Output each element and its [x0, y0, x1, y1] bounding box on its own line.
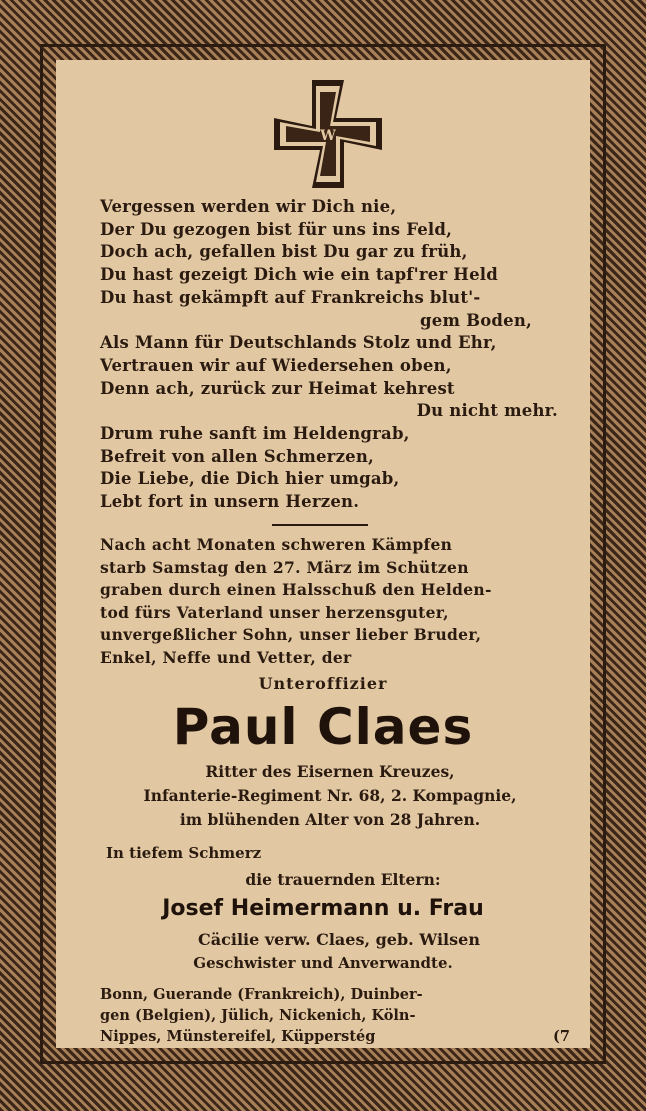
places-list — [100, 984, 570, 1047]
iron-cross-icon — [272, 78, 384, 190]
divider-rule — [272, 524, 368, 526]
poem-line: Doch ach, gefallen bist Du gar zu früh, — [100, 242, 468, 262]
obituary-notice — [56, 60, 590, 1048]
announcement-line: Nach acht Monaten schweren Kämpfen — [100, 535, 453, 554]
family-line: Geschwister und Anverwandte. — [193, 954, 453, 972]
places-line: Nippes, Münstereifel, Küpperstég — [100, 1028, 376, 1045]
poem-line: Du nicht mehr. — [416, 401, 558, 421]
detail-line: im blühenden Alter von 28 Jahren. — [179, 810, 481, 829]
death-announcement — [100, 534, 576, 670]
poem-line: Vertrauen wir auf Wiedersehen oben, — [100, 355, 452, 375]
poem-line: Vergessen werden wir Dich nie, — [100, 197, 397, 216]
announcement-line: unvergeßlicher Sohn, unser lieber Bruder, — [100, 625, 482, 645]
places-line: gen (Belgien), Jülich, Nickenich, Köln- — [100, 1007, 416, 1024]
announcement-line: tod fürs Vaterland unser herzensguter, — [100, 602, 449, 622]
detail-line: Ritter des Eisernen Kreuzes, — [205, 762, 455, 781]
poem-line: Du hast gezeigt Dich wie ein tapf'rer Held — [100, 265, 498, 285]
poem-line: Drum ruhe sanft im Heldengrab, — [100, 424, 410, 444]
announcement-line: Enkel, Neffe und Vetter, der — [100, 647, 352, 667]
poem-line: Lebt fort in unsern Herzen. — [100, 492, 360, 512]
poem-line: Denn ach, zurück zur Heimat kehrest — [100, 378, 455, 398]
sorrow-line: In tiefem Schmerz — [106, 844, 262, 862]
parents-names: Josef Heimermann u. Frau — [162, 896, 484, 921]
poem-line: Du hast gekämpft auf Frankreichs blut'- — [100, 287, 481, 307]
places-last-row — [100, 1026, 570, 1047]
poem-line: gem Boden, — [420, 310, 532, 330]
poem-line: Die Liebe, die Dich hier umgab, — [100, 469, 400, 489]
parents-intro: die trauernden Eltern: — [245, 870, 441, 889]
cross-letter: W — [320, 128, 336, 144]
places-line: Bonn, Guerande (Frankreich), Duinber- — [100, 986, 423, 1003]
military-rank: Unteroffizier — [258, 674, 388, 693]
poem-line: Befreit von allen Schmerzen, — [100, 446, 374, 466]
detail-line: Infanterie-Regiment Nr. 68, 2. Kompagnie, — [143, 786, 517, 805]
memorial-poem — [100, 196, 570, 514]
poem-line: Der Du gezogen bist für uns ins Feld, — [100, 219, 453, 239]
deceased-name: Paul Claes — [172, 698, 474, 756]
deceased-details — [80, 760, 580, 832]
announcement-line: graben durch einen Halsschuß den Helden- — [100, 580, 492, 600]
reference-mark: (7 — [553, 1028, 570, 1045]
announcement-line: starb Samstag den 27. März im Schützen — [100, 557, 469, 577]
widow-line: Cäcilie verw. Claes, geb. Wilsen — [198, 930, 480, 949]
poem-line: Als Mann für Deutschlands Stolz und Ehr, — [100, 333, 497, 353]
